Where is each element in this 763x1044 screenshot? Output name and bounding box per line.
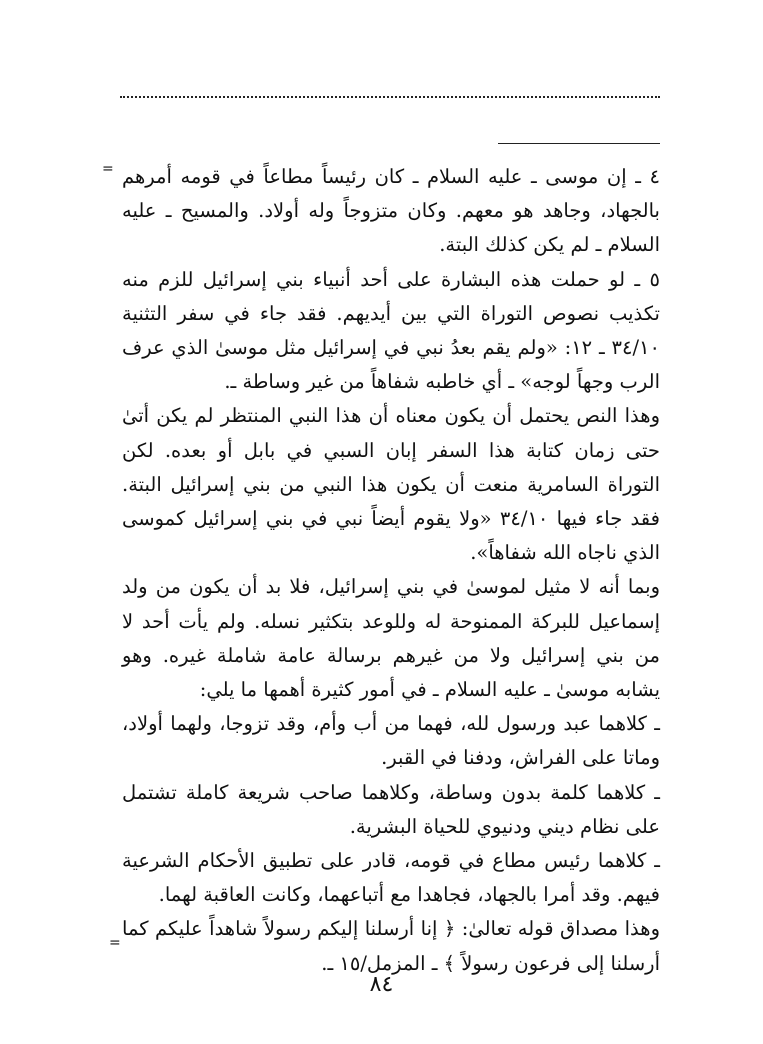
paragraph-5: ٥ ـ لو حملت هذه البشارة على أحد أنبياء بني إسرائيل للزم منه تكذيب نصوص التوراة التي بين أيديهم. فقد جاء في سفر التثنية ٣٤/١٠ ـ ١٢: «ولم يقم بعدُ نبي في إسرائيل مثل موسىٰ الذي عرف الرب وجهاً لوجه» ـ أي خاطبه شفاهاً من غير وساطة ـ. [122, 267, 660, 394]
paragraph-ismail: وبما أنه لا مثيل لموسىٰ في بني إسرائيل، فلا بد أن يكون من ولد إسماعيل للبركة الممنوحة له وللوعد بتكثير نسله. ولم يأت أحد لا من بني إسرائيل ولا من غيرهم برسالة عامة شاملة غيره. وهو يشابه موسىٰ ـ عليه السلام ـ في أمور كثيرة أهمها ما يلي: [122, 575, 660, 702]
margin-mark-top: = [102, 161, 114, 177]
paragraph-4: ٤ ـ إن موسى ـ عليه السلام ـ كان رئيساً مطاعاً في قومه أمرهم بالجهاد، وجاهد هو معهم. وكان متزوجاً وله أولاد. والمسيح ـ عليه السلام ـ لم يكن كذلك البتة. [122, 165, 660, 257]
page-body [122, 160, 660, 981]
list-item-servant-messenger: ـ كلاهما عبد ورسول لله، فهما من أب وأم، وقد تزوجا، ولهما أولاد، وماتا على الفراش، ودفنا في القبر. [122, 712, 660, 770]
margin-mark-bottom: = [109, 935, 121, 951]
dotted-separator [120, 96, 660, 98]
list-item-spoken-word: ـ كلاهما كلمة بدون وساطة، وكلاهما صاحب شريعة كاملة تشتمل على نظام ديني ودنيوي للحياة البشرية. [122, 780, 660, 838]
page-number: ٨٤ [369, 972, 394, 997]
paragraph-text-interpretation: وهذا النص يحتمل أن يكون معناه أن هذا النبي المنتظر لم يكن أتىٰ حتى زمان كتابة هذا السفر إبان السبي في بابل أو بعده. لكن التوراة السامرية منعت أن يكون هذا النبي من بني إسرائيل البتة. فقد جاء فيها ٣٤/١٠ «ولا يقوم أيضاً نبي في بني إسرائيل كموسى الذي ناجاه الله شفاهاً». [122, 404, 660, 565]
footnote-rule [498, 143, 660, 144]
paragraph-quran-verse: وهذا مصداق قوله تعالىٰ: ﴿ إنا أرسلنا إليكم رسولاً شاهداً عليكم كما أرسلنا إلى فرعون رسولاً ﴾ ـ المزمل/١٥ ـ. [122, 917, 660, 975]
list-item-leader: ـ كلاهما رئيس مطاع في قومه، قادر على تطبيق الأحكام الشرعية فيهم. وقد أمرا بالجهاد، فجاهدا مع أتباعهما، وكانت العاقبة لهما. [122, 849, 660, 907]
